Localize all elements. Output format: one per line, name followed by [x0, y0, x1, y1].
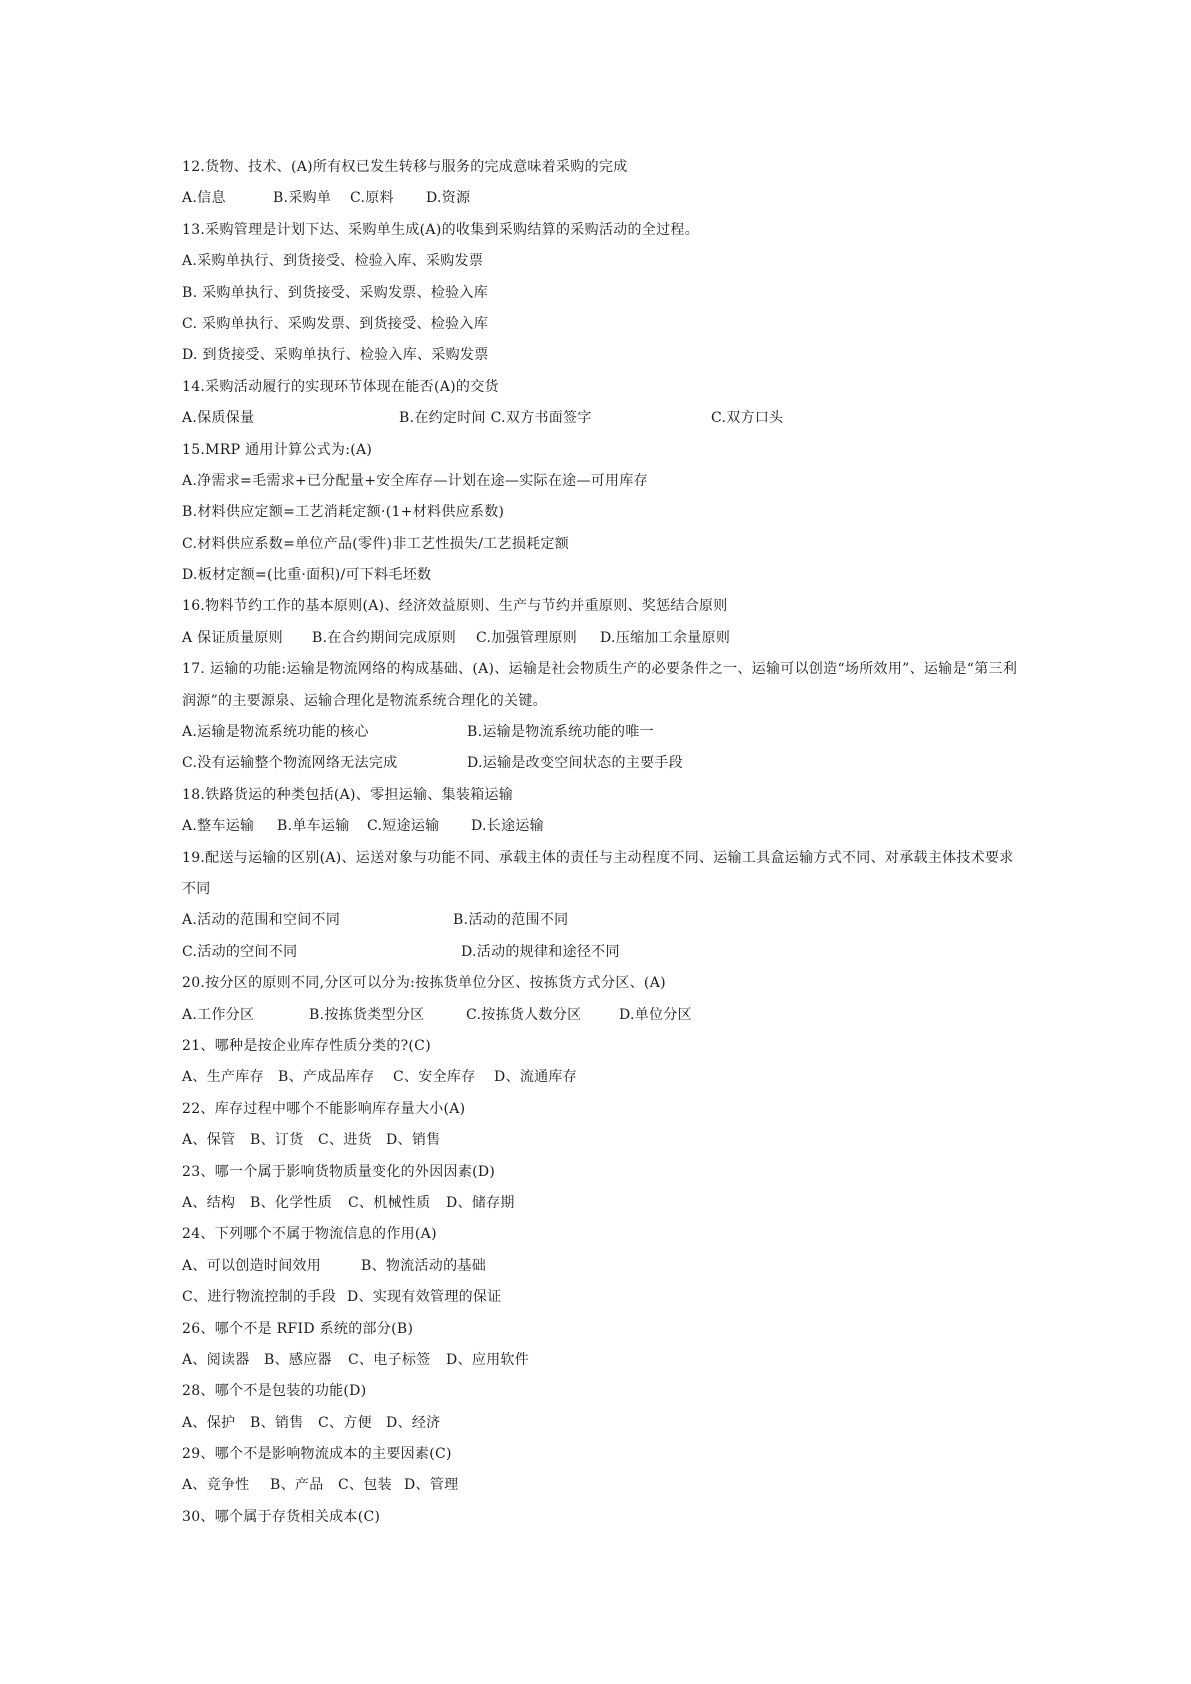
option-d: D、管理: [404, 1477, 459, 1494]
option-line: C. 采购单执行、采购发票、到货接受、检验入库: [182, 315, 489, 332]
options-24-row2: [182, 1282, 1022, 1313]
option-a: A、保管: [182, 1132, 236, 1149]
option-b: B、销售: [250, 1414, 304, 1431]
option-c: C、包装: [338, 1477, 392, 1494]
option-d: D、实现有效管理的保证: [347, 1289, 502, 1306]
option-c: C.活动的空间不同: [182, 943, 298, 960]
option-d: D、应用软件: [446, 1351, 530, 1368]
question-18: 18.铁路货运的种类包括(A)、零担运输、集装箱运输: [182, 786, 514, 803]
option-b: B.在约定时间 C.双方书面签字: [399, 410, 592, 427]
question-29: 29、哪个不是影响物流成本的主要因素(C): [182, 1446, 452, 1463]
options-19-row1: [182, 905, 1022, 936]
options-28: [182, 1408, 1022, 1439]
question-20: 20.按分区的原则不同,分区可以分为:按拣货单位分区、按拣货方式分区、(A): [182, 975, 666, 992]
question-23: 23、哪一个属于影响货物质量变化的外因因素(D): [182, 1163, 496, 1180]
options-17-row2: [182, 748, 1022, 779]
option-d: D.资源: [426, 190, 471, 207]
option-line: A.采购单执行、到货接受、检验入库、采购发票: [182, 253, 484, 270]
option-d: D.长途运输: [471, 818, 544, 835]
option-a: A、可以创造时间效用: [182, 1257, 322, 1274]
option-a: A.运输是物流系统功能的核心: [182, 724, 369, 741]
option-c: C.双方口头: [711, 410, 784, 427]
options-22: [182, 1125, 1022, 1156]
option-a: A、结构: [182, 1194, 236, 1211]
option-b: B、产品: [270, 1477, 324, 1494]
option-a: A.活动的范围和空间不同: [182, 912, 341, 929]
option-b: B、化学性质: [250, 1194, 333, 1211]
option-a: A、保护: [182, 1414, 236, 1431]
option-c: C.没有运输整个物流网络无法完成: [182, 755, 398, 772]
option-d: D.运输是改变空间状态的主要手段: [467, 755, 683, 772]
option-b: B、感应器: [264, 1351, 332, 1368]
option-a: A、竞争性: [182, 1477, 250, 1494]
option-c: C、进行物流控制的手段: [182, 1289, 337, 1306]
options-26: [182, 1345, 1022, 1376]
options-29: [182, 1470, 1022, 1501]
question-22: 22、库存过程中哪个不能影响库存量大小(A): [182, 1100, 466, 1117]
options-17-row1: [182, 717, 1022, 748]
question-16: 16.物料节约工作的基本原则(A)、经济效益原则、生产与节约并重原则、奖惩结合原则: [182, 598, 728, 615]
option-a: A 保证质量原则: [182, 629, 283, 646]
option-c: C.加强管理原则: [476, 629, 578, 646]
option-line: C.材料供应系数=单位产品(零件)非工艺性损失/工艺损耗定额: [182, 535, 570, 552]
options-12: [182, 183, 1022, 214]
question-17: 17. 运输的功能:运输是物流网络的构成基础、(A)、运输是社会物质生产的必要条件之一、运输可以创造“场所效用”、运输是“第三利润源”的主要源泉、运输合理化是物流系统合理化的关键。: [182, 661, 1018, 709]
question-19: 19.配送与运输的区别(A)、运送对象与功能不同、承载主体的责任与主动程度不同、运输工具盒运输方式不同、对承载主体技术要求不同: [182, 849, 1014, 898]
question-28: 28、哪个不是包装的功能(D): [182, 1383, 367, 1400]
option-line: B.材料供应定额=工艺消耗定额·(1+材料供应系数): [182, 504, 505, 521]
option-line: A.净需求=毛需求+已分配量+安全库存—计划在途—实际在途—可用库存: [182, 472, 648, 489]
options-18: [182, 811, 1022, 842]
options-16: [182, 623, 1022, 654]
option-c: C、进货: [318, 1132, 372, 1149]
options-24-row1: [182, 1251, 1022, 1282]
question-14: 14.采购活动履行的实现环节体现在能否(A)的交货: [182, 378, 499, 395]
options-20: [182, 1000, 1022, 1031]
option-d: D、经济: [386, 1414, 441, 1431]
option-c: C、机械性质: [348, 1194, 431, 1211]
option-c: C.短途运输: [367, 818, 440, 835]
option-c: C、电子标签: [348, 1351, 431, 1368]
option-b: B.活动的范围不同: [453, 912, 569, 929]
question-15: 15.MRP 通用计算公式为:(A): [182, 441, 373, 458]
question-12: 12.货物、技术、(A)所有权已发生转移与服务的完成意味着采购的完成: [182, 159, 628, 175]
question-26: 26、哪个不是 RFID 系统的部分(B): [182, 1320, 414, 1337]
options-23: [182, 1188, 1022, 1219]
option-c: C、方便: [318, 1414, 372, 1431]
option-c: C.按拣货人数分区: [466, 1006, 582, 1023]
option-a: A.整车运输: [182, 818, 255, 835]
option-a: A.信息: [182, 190, 226, 207]
option-line: D.板材定额=(比重·面积)/可下料毛坯数: [182, 567, 432, 584]
option-a: A.保质保量: [182, 410, 255, 427]
question-24: 24、下列哪个不属于物流信息的作用(A): [182, 1226, 437, 1243]
option-d: D、流通库存: [494, 1069, 578, 1086]
option-a: A.工作分区: [182, 1006, 255, 1023]
option-b: B.在合约期间完成原则: [312, 629, 457, 646]
option-b: B、订货: [250, 1132, 304, 1149]
option-b: B.按拣货类型分区: [309, 1006, 425, 1023]
option-c: C.原料: [350, 190, 394, 207]
option-d: D、销售: [386, 1132, 441, 1149]
question-13: 13.采购管理是计划下达、采购单生成(A)的收集到采购结算的采购活动的全过程。: [182, 221, 699, 238]
option-b: B、物流活动的基础: [361, 1257, 486, 1274]
options-19-row2: [182, 937, 1022, 968]
option-a: A、生产库存: [182, 1069, 264, 1086]
options-14: [182, 403, 1022, 434]
option-d: D.压缩加工余量原则: [600, 629, 731, 646]
option-line: B. 采购单执行、到货接受、采购发票、检验入库: [182, 284, 489, 301]
question-30: 30、哪个属于存货相关成本(C): [182, 1508, 381, 1525]
option-d: D、储存期: [446, 1194, 515, 1211]
option-a: A、阅读器: [182, 1351, 250, 1368]
option-b: B.运输是物流系统功能的唯一: [467, 724, 654, 741]
option-b: B.采购单: [273, 190, 332, 207]
option-c: C、安全库存: [393, 1069, 476, 1086]
option-d: D.活动的规律和途径不同: [461, 943, 620, 960]
options-21: [182, 1062, 1022, 1093]
option-d: D.单位分区: [619, 1006, 692, 1023]
question-list: [182, 152, 1022, 1533]
option-b: B、产成品库存: [278, 1069, 375, 1086]
option-b: B.单车运输: [277, 818, 350, 835]
option-line: D. 到货接受、采购单执行、检验入库、采购发票: [182, 347, 489, 364]
question-21: 21、哪种是按企业库存性质分类的?(C): [182, 1038, 431, 1054]
